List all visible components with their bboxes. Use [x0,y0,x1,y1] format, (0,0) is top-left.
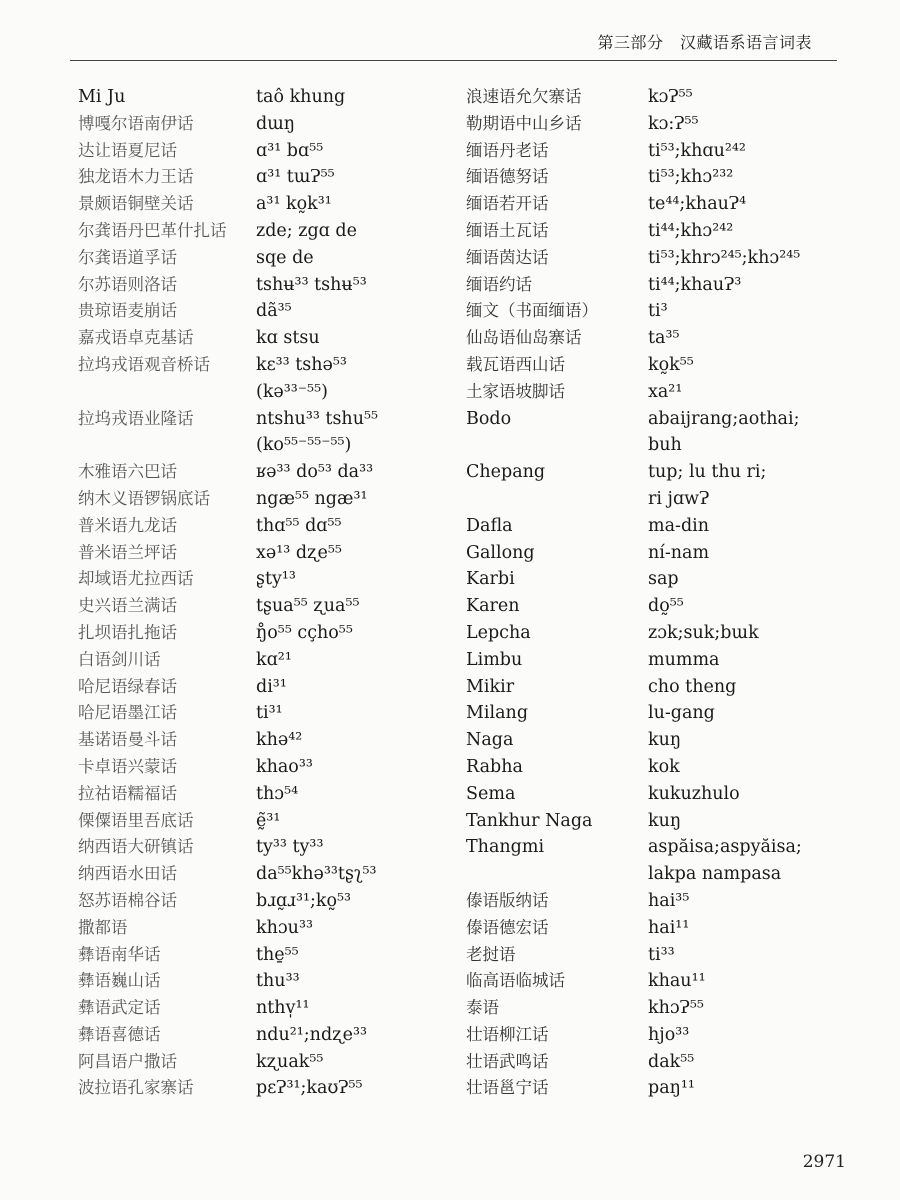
word-form: kɛ³³ tshə⁵³ [256,354,347,375]
entry-row [466,754,866,781]
word-form: khɔu³³ [256,917,313,938]
entry-row [466,834,866,861]
word-form: dɯŋ [256,113,296,134]
entry-row [78,781,458,808]
word-form: ndu²¹;ndʐe³³ [256,1024,367,1045]
word-form: kʐuak⁵⁵ [256,1051,324,1072]
language-name: 扎坝语扎拖话 [78,622,177,642]
entry-row [78,352,458,379]
entry-row [78,459,458,486]
entry-row [78,1049,458,1076]
language-name: 基诺语曼斗话 [78,730,177,750]
word-form: aspăisa;aspyăisa; [648,837,802,858]
entry-row [78,566,458,593]
entry-row [466,620,866,647]
word-form: ti³³ [648,944,675,965]
entry-row [466,1022,866,1049]
word-form: (ko⁵⁵⁻⁵⁵⁻⁵⁵) [256,435,352,456]
running-head: 第三部分 汉藏语系语言词表 [597,33,812,52]
language-name: 壮语武鸣话 [466,1051,549,1071]
entry-row [78,325,458,352]
language-name: 纳西语大研镇话 [78,837,194,857]
entry-row [78,486,458,513]
entry-row [78,942,458,969]
word-form: bɹɑ̰ɹ³¹;ko̰⁵³ [256,890,352,911]
language-name: 却域语尤拉西话 [78,569,194,589]
entry-row [78,245,458,272]
word-form: khɔɁ⁵⁵ [648,998,704,1019]
entry-row [466,111,866,138]
entry-row [78,754,458,781]
language-name: Karen [466,596,520,617]
language-name: 普米语九龙话 [78,515,177,535]
entry-row [466,888,866,915]
entry-row [466,138,866,165]
word-form: thu³³ [256,971,300,992]
entry-row [466,593,866,620]
word-form: (kə³³⁻⁵⁵) [256,381,328,402]
entry-row [78,834,458,861]
entry-row [466,1049,866,1076]
language-name: Karbi [466,569,515,590]
entry-row [466,432,866,459]
word-form: dã³⁵ [256,301,292,322]
entry-row [466,915,866,942]
entry-row [466,968,866,995]
language-name: 纳木义语锣锅底话 [78,488,210,508]
word-form: ti⁴⁴;khɔ²⁴² [648,220,734,241]
language-name: 阿昌语户撒话 [78,1051,177,1071]
language-name: Milang [466,703,529,724]
word-form: kɔɁ⁵⁵ [648,87,693,107]
entry-row [78,593,458,620]
language-name: 彝语武定话 [78,998,161,1018]
word-form: ty³³ ty³³ [256,837,324,858]
word-form: ri jɑwɁ [648,488,710,509]
word-form: ti⁵³;khɑu²⁴² [648,140,746,161]
word-form: ŋ̊o⁵⁵ cçho⁵⁵ [256,622,353,643]
entry-row [466,486,866,513]
language-name: 缅语土瓦话 [466,220,549,240]
header-rule [70,60,837,61]
entry-row [466,245,866,272]
entry-row [466,272,866,299]
entry-row [78,84,458,111]
entry-row [78,218,458,245]
word-form: the̱⁵⁵ [256,944,299,965]
word-form: thɑ⁵⁵ dɑ⁵⁵ [256,515,342,536]
language-name: Dafla [466,515,513,536]
entry-row [466,808,866,835]
language-name: Mikir [466,676,515,697]
word-form: ta³⁵ [648,328,680,349]
language-name: 白语剑川话 [78,649,161,669]
word-form: ɑ³¹ bɑ⁵⁵ [256,140,324,161]
entry-row [78,191,458,218]
language-name: 拉祜语糯福话 [78,783,177,803]
word-form: tshʉ³³ tshʉ⁵³ [256,274,367,295]
language-name: 普米语兰坪话 [78,542,177,562]
entry-row [78,432,458,459]
language-name: Gallong [466,542,535,563]
language-name: Bodo [466,408,512,429]
word-form: zɔk;suk;bɯk [648,622,759,643]
word-form: ti⁵³;khɔ²³² [648,167,734,188]
language-name: 缅语约话 [466,274,532,294]
word-form: ti⁵³;khrɔ²⁴⁵;khɔ²⁴⁵ [648,247,801,268]
entry-row [466,540,866,567]
word-form: kɔ:Ɂ⁵⁵ [648,113,699,134]
entry-row [78,700,458,727]
word-form: hai³⁵ [648,890,690,911]
entry-row [78,540,458,567]
language-name: 怒苏语棉谷话 [78,890,177,910]
language-name: 贵琼语麦崩话 [78,301,177,321]
language-name: 撒都语 [78,917,128,937]
language-name: 壮语邕宁话 [466,1078,549,1098]
word-form: mumma [648,649,720,670]
word-form: dak⁵⁵ [648,1051,695,1072]
language-name: 载瓦语西山话 [466,354,565,374]
word-form: hjo³³ [648,1024,690,1045]
language-name: 老挝语 [466,944,516,964]
entry-row [78,379,458,406]
word-form: paŋ¹¹ [648,1078,695,1099]
language-name: 拉坞戎语观音桥话 [78,354,210,374]
word-form: lu-gang [648,703,715,724]
word-form: sap [648,569,679,590]
entry-row [466,298,866,325]
language-name: 尔龚语道孚话 [78,247,177,267]
language-name: 缅文（书面缅语） [466,301,598,321]
entry-row [466,379,866,406]
entry-row [78,298,458,325]
language-name: 仙岛语仙岛寨话 [466,328,582,348]
entry-row [78,1022,458,1049]
language-name: 缅语德努话 [466,167,549,187]
language-name: 傣语版纳话 [466,890,549,910]
language-name: Lepcha [466,622,531,643]
entry-row [466,674,866,701]
word-form: hai¹¹ [648,917,690,938]
entry-row [466,781,866,808]
entry-row [466,700,866,727]
language-name: Naga [466,730,514,751]
word-form: taô khung [256,87,346,107]
language-name: 卡卓语兴蒙话 [78,756,177,776]
language-name: 哈尼语绿春话 [78,676,177,696]
language-name: 波拉语孔家寨话 [78,1078,194,1098]
word-form: ti³ [648,301,668,322]
entry-row [466,995,866,1022]
word-form: kuŋ [648,730,682,751]
word-form: ʁə³³ do⁵³ da³³ [256,462,374,483]
entry-row [78,995,458,1022]
entry-row [78,164,458,191]
word-form: di³¹ [256,676,287,697]
entry-row [78,861,458,888]
entry-row [466,352,866,379]
entry-row [78,138,458,165]
entry-row [466,566,866,593]
language-name: 尔龚语丹巴革什扎话 [78,220,227,240]
entry-row [466,164,866,191]
word-form: khau¹¹ [648,971,706,992]
language-name: 傣语德宏话 [466,917,549,937]
entry-row [78,406,458,433]
entry-row [78,647,458,674]
word-form: kok [648,756,680,777]
page-number: 2971 [802,1152,846,1172]
word-form: buh [648,435,682,456]
language-name: 达让语夏尼话 [78,140,177,160]
word-form: sqe de [256,247,314,268]
word-form: tʂua⁵⁵ ʐua⁵⁵ [256,596,360,617]
entry-row [466,513,866,540]
language-name: 临高语临城话 [466,971,565,991]
word-form: lakpa nampasa [648,864,782,885]
right-column [466,84,866,1102]
entry-row [78,111,458,138]
entry-row [78,808,458,835]
entry-row [466,218,866,245]
entry-row [466,406,866,433]
language-name: 缅语丹老话 [466,140,549,160]
entry-row [78,968,458,995]
language-name: 尔苏语则洛话 [78,274,177,294]
word-form: ti⁴⁴;khauɁ³ [648,274,742,295]
language-name: Mi Ju [78,87,126,107]
language-name: 缅语若开话 [466,194,549,214]
language-name: 嘉戎语卓克基话 [78,328,194,348]
word-form: ní-nam [648,542,710,563]
language-name: 哈尼语墨江话 [78,703,177,723]
language-name: 傈僳语里吾底话 [78,810,194,830]
word-form: thɔ⁵⁴ [256,783,299,804]
word-form: xa²¹ [648,381,683,402]
word-form: ḛ̃³¹ [256,810,281,831]
entry-row [466,84,866,111]
word-form: nthv̩¹¹ [256,998,310,1019]
entry-row [78,272,458,299]
word-form: kɑ²¹ [256,649,292,670]
language-name: 博嘎尔语南伊话 [78,113,194,133]
word-form: a³¹ ko̰k³¹ [256,194,332,215]
entry-row [466,942,866,969]
entry-row [466,191,866,218]
entry-row [466,727,866,754]
language-name: 彝语南华话 [78,944,161,964]
entry-row [466,647,866,674]
word-form: khao³³ [256,756,313,777]
word-form: khə⁴² [256,730,303,751]
entry-row [466,325,866,352]
language-name: Tankhur Naga [466,810,593,831]
word-form: kɑ stsu [256,328,320,349]
language-name: 彝语巍山话 [78,971,161,991]
entry-row [78,888,458,915]
word-form: ʂty¹³ [256,569,296,590]
entry-row [466,1075,866,1102]
word-form: do̰⁵⁵ [648,596,684,617]
language-name: Rabha [466,756,523,777]
language-name: 木雅语六巴话 [78,462,177,482]
language-name: 缅语茵达话 [466,247,549,267]
word-form: te⁴⁴;khauɁ⁴ [648,194,747,215]
entry-row [78,1075,458,1102]
entry-row [78,674,458,701]
language-name: Sema [466,783,516,804]
word-form: kukuzhulo [648,783,740,804]
language-name: 土家语坡脚话 [466,381,565,401]
language-name: Limbu [466,649,523,670]
language-name: Chepang [466,462,546,483]
word-form: pɛɁ³¹;kaʊɁ⁵⁵ [256,1078,363,1099]
word-form: ko̰k⁵⁵ [648,354,694,375]
word-form: abaijrang;aothai; [648,408,800,429]
word-form: ɑ³¹ tɯɁ⁵⁵ [256,167,335,188]
entry-row [466,861,866,888]
language-name: 独龙语木力王话 [78,167,194,187]
language-name: 拉坞戎语业隆话 [78,408,194,428]
language-name: Thangmi [466,837,545,858]
word-form: ma-din [648,515,710,536]
entry-row [78,513,458,540]
word-form: tup; lu thu ri; [648,462,767,483]
entry-row [78,727,458,754]
language-name: 史兴语兰满话 [78,596,177,616]
language-name: 彝语喜德话 [78,1024,161,1044]
language-name: 泰语 [466,998,499,1018]
word-form: ntshu³³ tshu⁵⁵ [256,408,379,429]
word-form: ti³¹ [256,703,283,724]
entry-row [78,915,458,942]
word-form: zde; zgɑ de [256,220,357,241]
word-form: kuŋ [648,810,682,831]
entry-row [466,459,866,486]
word-form: xə¹³ dʐe⁵⁵ [256,542,342,563]
language-name: 纳西语水田话 [78,864,177,884]
word-form: da⁵⁵khə³³tʂʅ⁵³ [256,864,377,885]
language-name: 勒期语中山乡话 [466,113,582,133]
language-name: 浪速语允欠寨话 [466,87,582,106]
language-name: 壮语柳江话 [466,1024,549,1044]
word-form: cho theng [648,676,737,697]
word-form: ngæ⁵⁵ ngæ³¹ [256,488,368,509]
language-name: 景颇语铜壁关话 [78,194,194,214]
left-column [78,84,458,1102]
entry-row [78,620,458,647]
